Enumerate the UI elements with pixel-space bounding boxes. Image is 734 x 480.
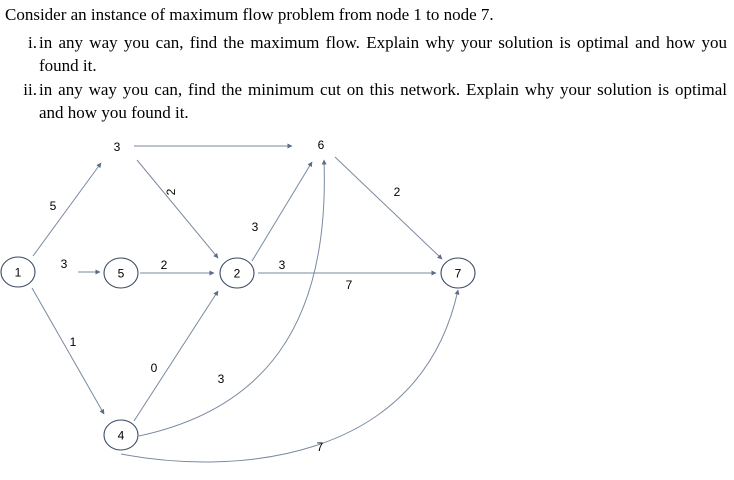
node-label: 2: [233, 266, 241, 281]
edge-label-1-3: 5: [49, 199, 57, 213]
edge-label-2-6: 3: [251, 220, 259, 234]
node-label: 7: [454, 266, 462, 281]
edge-label-3-2: 2: [164, 188, 178, 196]
edge-label-6-7: 2: [393, 185, 401, 199]
edge-label-5-2: 2: [160, 258, 168, 272]
edge-label-4-2: 3: [217, 372, 225, 386]
edge-label-1-5: 3: [60, 257, 68, 271]
edge-4-6: [139, 160, 324, 436]
edge-label-2-7: 3: [278, 258, 286, 272]
node-2: [220, 258, 254, 288]
edge-1-3: [33, 163, 101, 256]
node-label: 3: [113, 140, 121, 154]
edge-2-6: [252, 162, 312, 261]
node-label: 6: [317, 138, 325, 152]
edge-3-2: [137, 160, 218, 258]
node-3: [114, 140, 121, 154]
problem-intro: Consider an instance of maximum flow problem from node 1 to node 7.: [5, 5, 494, 24]
item-text: in any way you can, find the minimum cut on this network. Explain why your solution is optimal and how you found it.: [39, 80, 727, 122]
node-label: 4: [117, 428, 125, 443]
edge-label-4-6: 0: [150, 361, 158, 375]
item-number: i.: [28, 33, 37, 52]
edge-label-4-7: 7: [316, 440, 324, 454]
edge-4-7: [121, 290, 458, 462]
node-5: [104, 258, 138, 288]
item-number: ii.: [23, 80, 37, 99]
node-7: [441, 258, 475, 288]
node-label: 5: [117, 266, 125, 281]
node-1: [1, 257, 35, 287]
item-text: in any way you can, find the maximum flow. Explain why your solution is optimal and how you found it.: [39, 33, 727, 75]
edge-4-2: [134, 291, 218, 421]
free-label: 7: [345, 278, 353, 292]
node-4: [104, 420, 138, 450]
node-label: 1: [14, 265, 22, 280]
edge-1-4: [32, 288, 104, 414]
node-6: [318, 138, 325, 152]
edge-label-1-4: 1: [69, 335, 77, 349]
edge-6-7: [335, 157, 442, 259]
